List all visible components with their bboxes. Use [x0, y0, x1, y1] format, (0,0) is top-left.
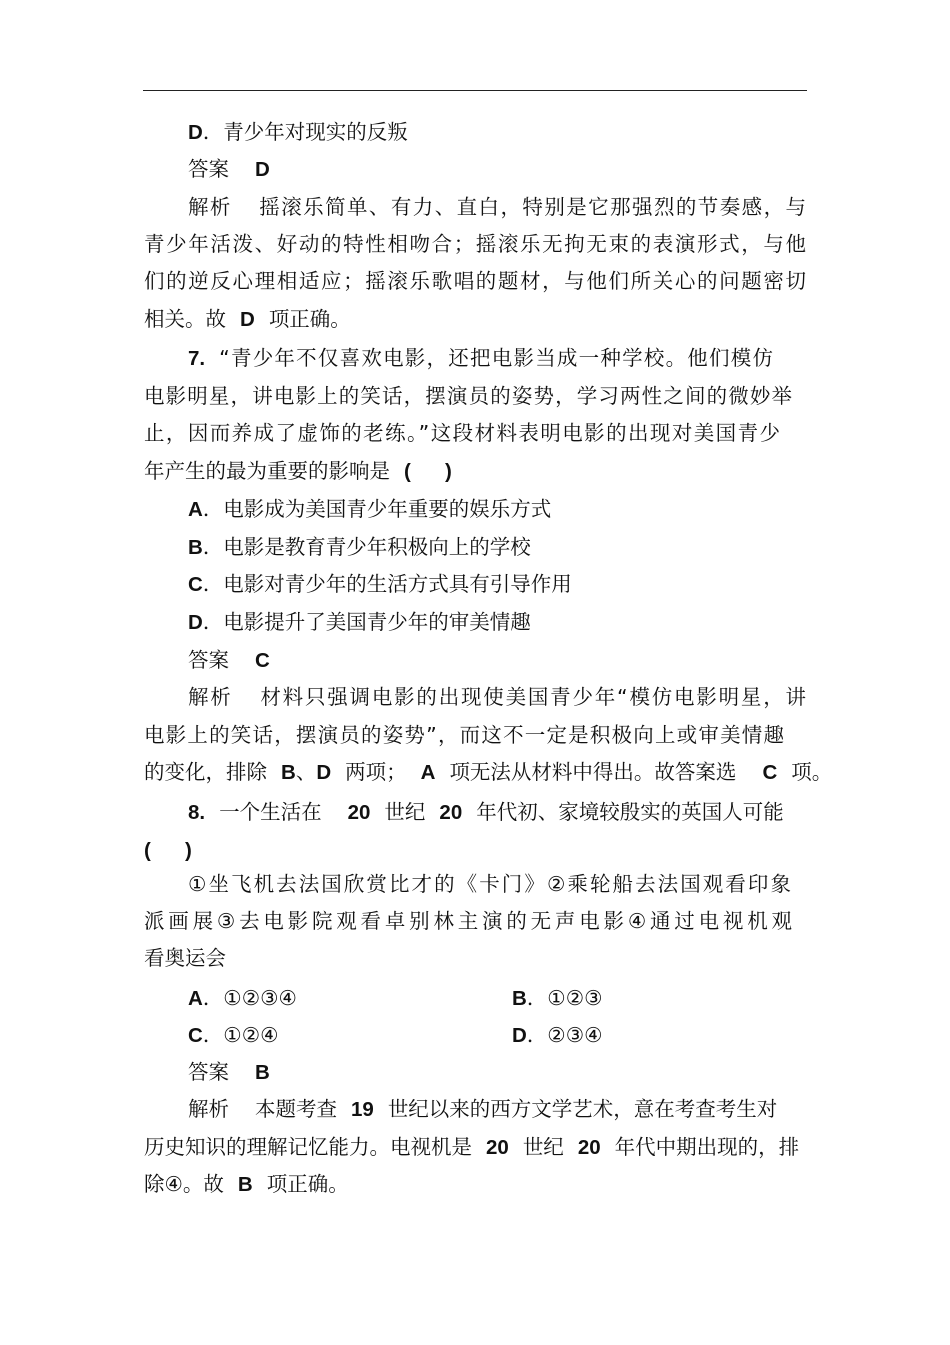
q7-option-b [188, 534, 531, 560]
q6-option-d [188, 119, 408, 145]
analysis-label: 解析 [188, 1097, 229, 1121]
analysis-text: 两项； [345, 760, 407, 784]
answer-paren: ( ) [404, 460, 452, 483]
option-ref: B [237, 1173, 253, 1196]
answer-label: 答案 [188, 157, 229, 181]
analysis-text: 世纪以来的西方文学艺术，意在考查考生对 [387, 1097, 778, 1121]
q8-option-d [512, 1022, 602, 1048]
q8-items-line-3: 看奥运会 [144, 946, 226, 970]
answer-label: 答案 [188, 648, 229, 672]
stem-text: 一个生活在 [219, 800, 322, 824]
q7-stem-line-3: 止，因而养成了虚饰的老练。”这段材料表明电影的出现对美国青少 [144, 421, 780, 445]
q8-stem-line-2 [144, 837, 806, 863]
analysis-text: 摇滚乐简单、有力、直白，特别是它那强烈的节奏感，与 [257, 195, 806, 219]
analysis-label: 解析 [188, 685, 233, 709]
answer-value: C [255, 649, 270, 672]
option-letter: D [188, 611, 203, 634]
analysis-text: 本题考查 [255, 1097, 337, 1121]
option-text: ．①②④ [202, 1023, 279, 1047]
q8-items-line-1: ①坐飞机去法国欣赏比才的《卡门》②乘轮船去法国观看印象 [188, 872, 791, 896]
q8-analysis-line-1 [188, 1096, 777, 1122]
stem-text: 世纪 [384, 800, 426, 824]
analysis-text: 年代中期出现的，排 [614, 1135, 800, 1159]
option-ref: A [420, 761, 436, 784]
analysis-number: 20 [577, 1136, 601, 1159]
option-letter: A [188, 987, 203, 1010]
analysis-number: 19 [351, 1098, 374, 1121]
analysis-number: 20 [486, 1136, 509, 1159]
analysis-text: 项正确。 [268, 307, 351, 331]
option-ref: D [240, 308, 255, 331]
option-text: ．电影提升了美国青少年的审美情趣 [202, 610, 531, 634]
option-text: ．电影是教育青少年积极向上的学校 [202, 535, 531, 559]
q7-option-c [188, 571, 572, 597]
analysis-text: 相关。故 [144, 307, 226, 331]
header-rule [143, 90, 807, 91]
q8-items-line-2: 派画展③去电影院观看卓别林主演的无声电影④通过电视机观 [144, 909, 792, 933]
q7-option-d [188, 609, 531, 635]
option-letter: B [512, 987, 527, 1010]
q7-stem-line-1 [188, 345, 773, 371]
option-letter: C [188, 573, 203, 596]
q8-stem-line-1 [188, 799, 784, 825]
option-letter: A [188, 498, 203, 521]
option-letter: D [188, 121, 203, 144]
option-text: ．①②③④ [202, 986, 297, 1010]
analysis-label: 解析 [188, 195, 232, 219]
answer-label: 答案 [188, 1060, 229, 1084]
q7-stem-line-2: 电影明星，讲电影上的笑话，摆演员的姿势，学习两性之间的微妙举 [144, 384, 792, 408]
answer-value: D [255, 158, 270, 181]
q6-analysis-line-3: 们的逆反心理相适应；摇滚乐歌唱的题材，与他们所关心的问题密切 [144, 269, 806, 293]
option-ref: B [281, 761, 296, 784]
q8-analysis-line-3 [144, 1171, 806, 1197]
stem-number: 20 [347, 801, 371, 824]
q8-option-c [188, 1022, 278, 1048]
stem-text: 年代初、家境较殷实的英国人可能 [476, 800, 784, 824]
q7-analysis-line-2: 电影上的笑话，摆演员的姿势”，而这不一定是积极向上或审美情趣 [144, 723, 784, 747]
q8-answer [188, 1059, 270, 1085]
q7-stem-line-4 [144, 458, 806, 484]
analysis-text: 材料只强调电影的出现使美国青少年“模仿电影明星，讲 [258, 685, 806, 709]
analysis-text: 项。 [791, 760, 833, 784]
q7-answer [188, 647, 270, 673]
option-ref: C [762, 761, 778, 784]
analysis-text: 除④。故 [144, 1172, 224, 1196]
option-text: ．电影对青少年的生活方式具有引导作用 [202, 572, 572, 596]
stem-text: “青少年不仅喜欢电影，还把电影当成一种学校。他们模仿 [219, 346, 773, 370]
q6-analysis-line-2: 青少年活泼、好动的特性相吻合；摇滚乐无拘无束的表演形式，与他 [144, 232, 806, 256]
analysis-text: 项正确。 [266, 1172, 349, 1196]
stem-number: 20 [439, 801, 463, 824]
q6-analysis-line-4 [144, 306, 806, 332]
analysis-text: 世纪 [522, 1135, 564, 1159]
option-text: ．①②③ [526, 986, 603, 1010]
stem-text: 年产生的最为重要的影响是 [144, 459, 390, 483]
analysis-text: 、 [295, 760, 317, 784]
option-letter: B [188, 536, 203, 559]
option-text: ．电影成为美国青少年重要的娱乐方式 [202, 497, 552, 521]
analysis-text: 的变化，排除 [144, 760, 267, 784]
q8-analysis-line-2 [144, 1134, 806, 1160]
q6-analysis-line-1 [188, 194, 806, 220]
option-letter: C [188, 1024, 203, 1047]
answer-value: B [255, 1061, 270, 1084]
option-ref: D [316, 761, 332, 784]
q7-analysis-line-1 [188, 684, 806, 710]
analysis-text: 项无法从材料中得出。故答案选 [449, 760, 737, 784]
question-number: 7. [188, 347, 206, 370]
option-text: ．青少年对现实的反叛 [202, 120, 408, 144]
q8-option-b [512, 985, 602, 1011]
q8-option-a [188, 985, 297, 1011]
analysis-text: 历史知识的理解记忆能力。电视机是 [144, 1135, 472, 1159]
option-text: ．②③④ [526, 1023, 603, 1047]
answer-paren: ( ) [144, 839, 192, 862]
option-letter: D [512, 1024, 527, 1047]
q7-analysis-line-3 [144, 759, 833, 785]
q6-answer [188, 156, 270, 182]
question-number: 8. [188, 801, 206, 824]
q7-option-a [188, 496, 551, 522]
